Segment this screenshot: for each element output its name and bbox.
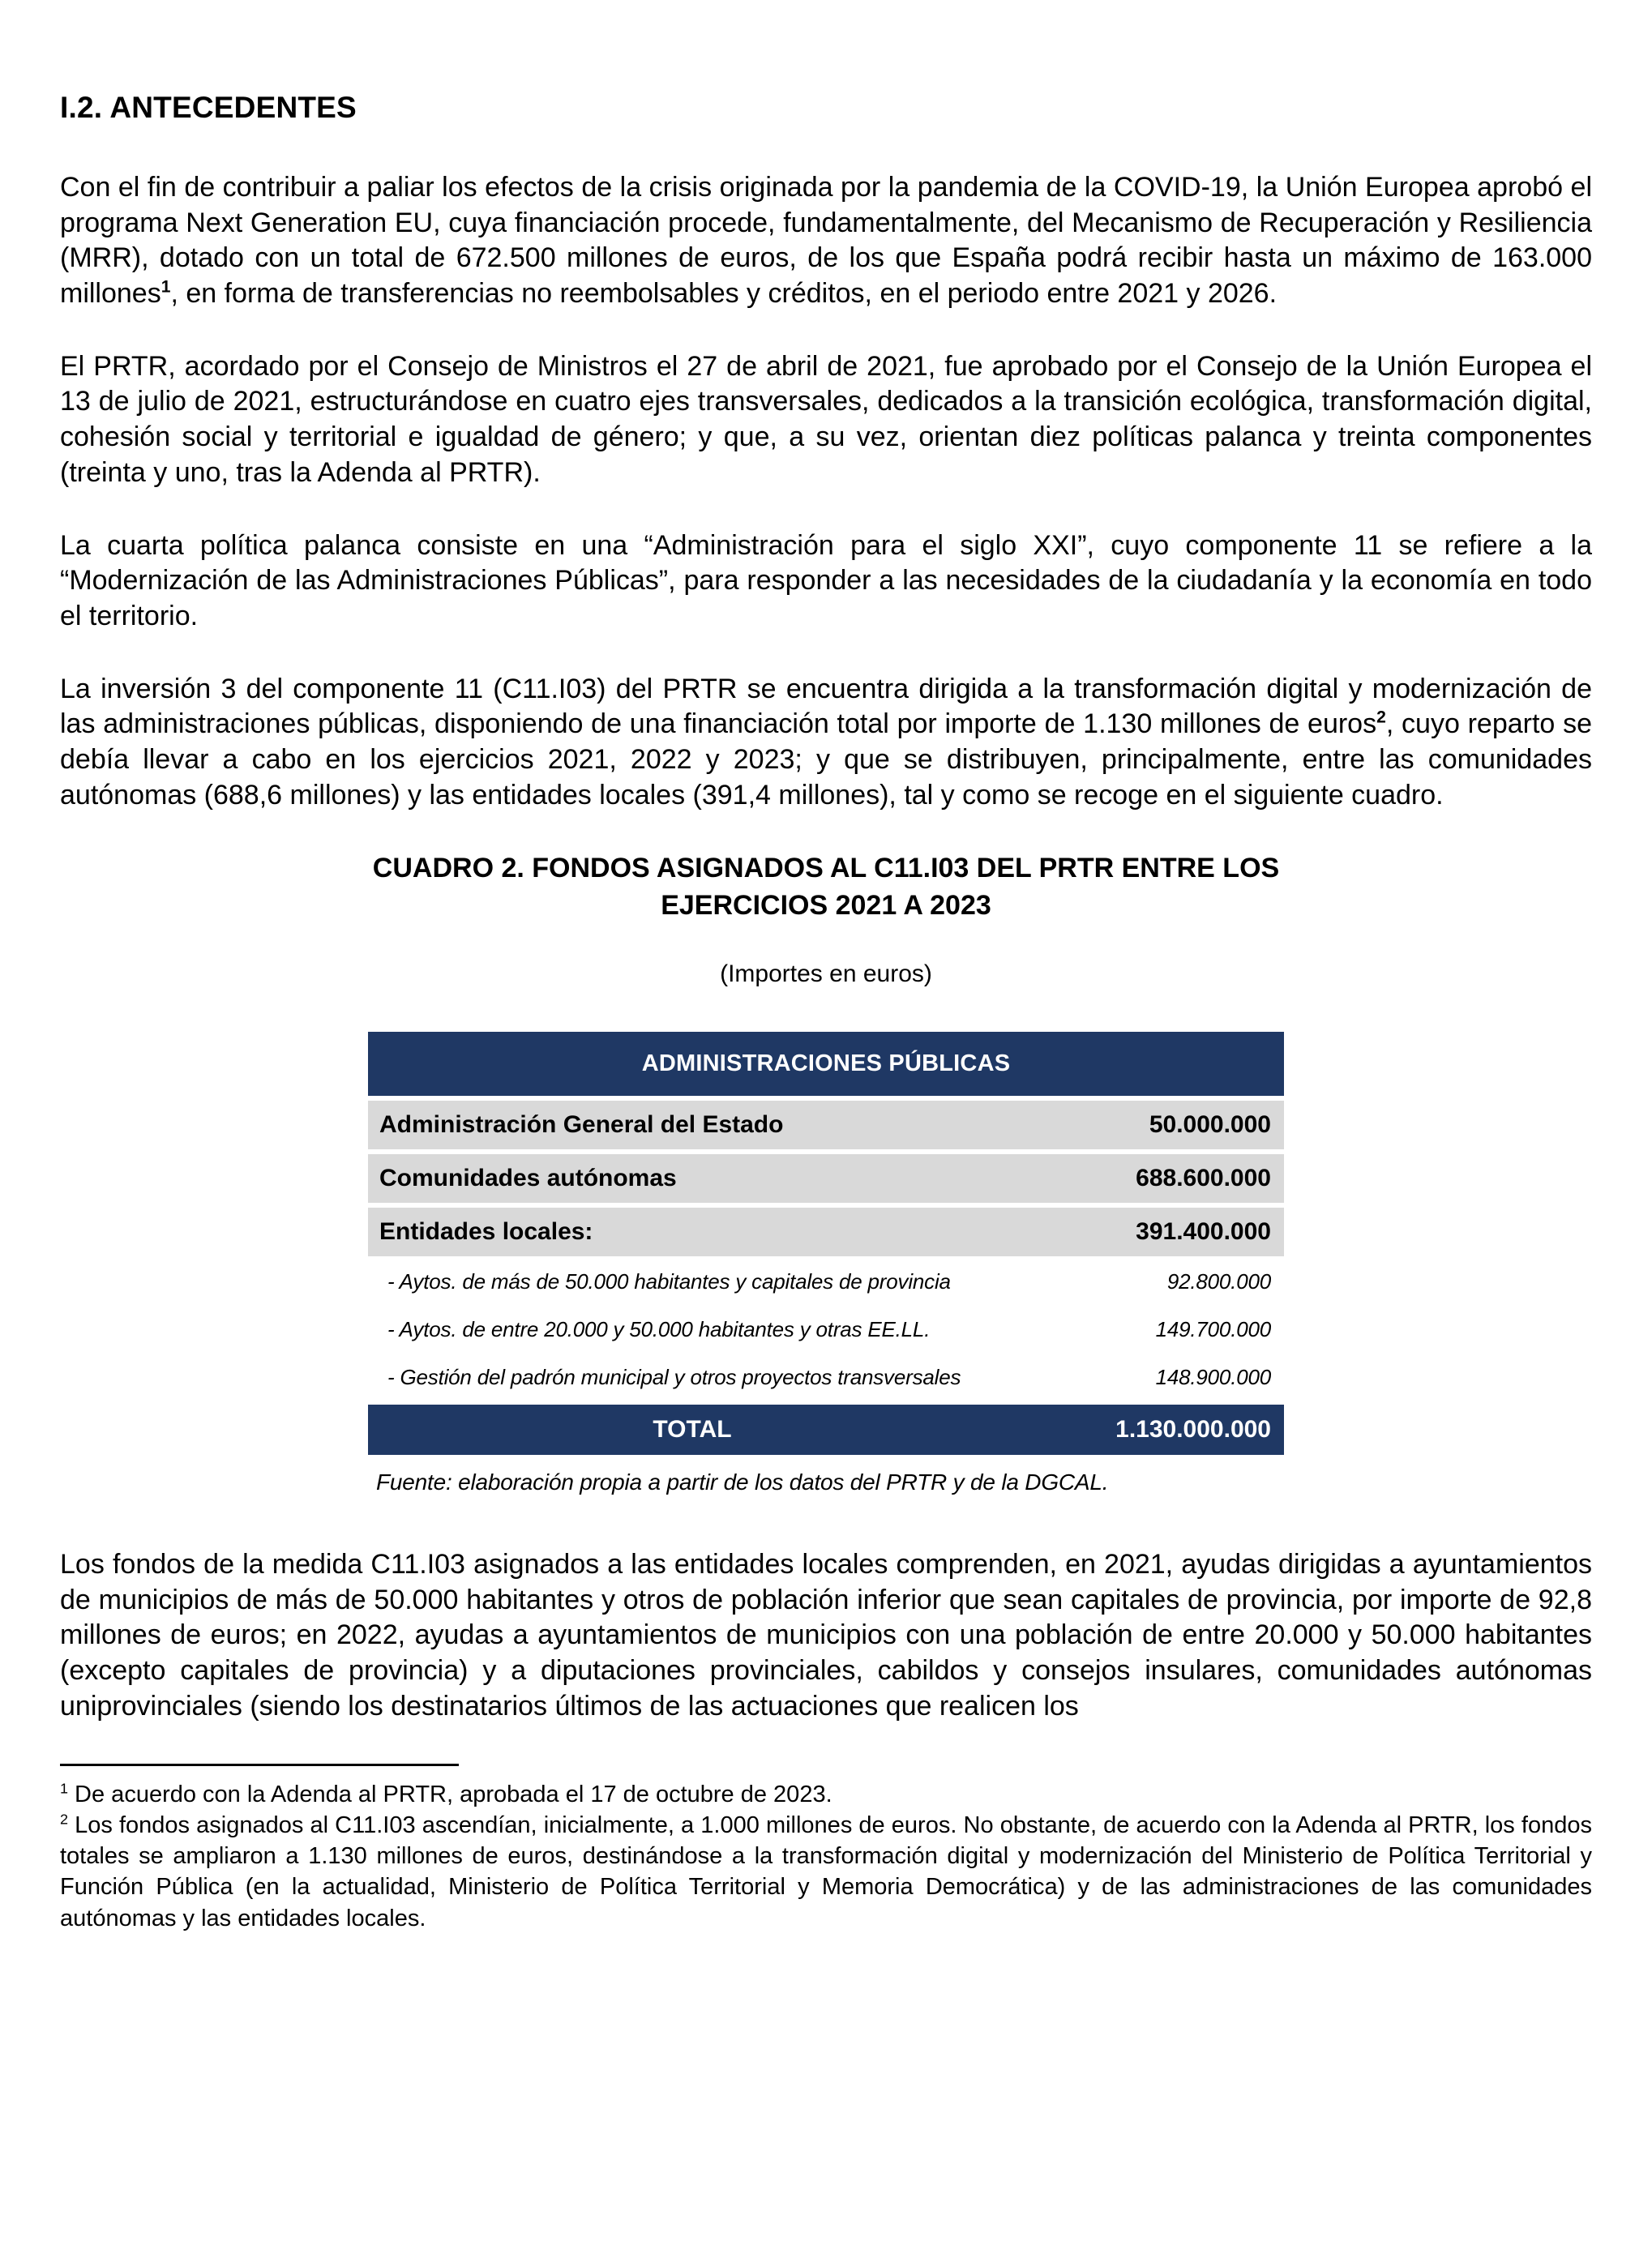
table-caption-line2: EJERCICIOS 2021 A 2023 — [661, 890, 991, 922]
table-header: ADMINISTRACIONES PÚBLICAS — [368, 1032, 1284, 1096]
subrow-value: 148.900.000 — [1155, 1365, 1271, 1390]
table-caption-line1: CUADRO 2. FONDOS ASIGNADOS AL C11.I03 DEL PRTR ENTRE LOS — [372, 853, 1280, 884]
paragraph-2: El PRTR, acordado por el Consejo de Ministros el 27 de abril de 2021, fue aprobado por el Consejo de la Unión Europea el 13 de julio de 2021, estructurándose en cuatro ejes transversales, dedicados a la transición ecológica, transformación digital, cohesión social y territorial e igualdad de género; y que, a su vez, orientan diez políticas palanca y treinta componentes (treinta y uno, tras la Adenda al PRTR). — [60, 350, 1592, 488]
subrow-label: - Aytos. de más de 50.000 habitantes y capitales de provincia — [387, 1269, 951, 1294]
subrow-value: 149.700.000 — [1155, 1317, 1271, 1342]
paragraph-5: Los fondos de la medida C11.I03 asignados a las entidades locales comprenden, en 2021, ayudas dirigidas a ayuntamientos de municipios de más de 50.000 habitantes y otros de población inferior que sean capitales de provincia, por importe de 92,8 millones de euros; en 2022, ayudas a ayuntamientos de municipios con una población de entre 20.000 y 50.000 habitantes (excepto capitales de provincia) y a diputaciones provinciales, cabildos y consejos insulares, comunidades autónomas uniprovinciales (siendo los destinatarios últimos de las actuaciones que realicen los — [60, 1549, 1592, 1722]
row-label: Comunidades autónomas — [379, 1165, 677, 1192]
row-value: 50.000.000 — [1149, 1111, 1271, 1139]
total-value: 1.130.000.000 — [1115, 1416, 1271, 1444]
section-title: I.2. ANTECEDENTES — [60, 91, 357, 124]
footnote-2-marker: 2 — [60, 1811, 68, 1828]
subrow-value: 92.800.000 — [1166, 1269, 1271, 1294]
footnote-1-marker: 1 — [60, 1779, 68, 1796]
footnote-1 — [60, 1779, 1592, 1810]
table-caption — [60, 850, 1592, 925]
subrow-label: - Gestión del padrón municipal y otros proyectos transversales — [387, 1365, 961, 1390]
table-row — [368, 1101, 1284, 1149]
subrow-label: - Aytos. de entre 20.000 y 50.000 habitantes y otras EE.LL. — [387, 1317, 931, 1342]
paragraph-1 — [60, 170, 1592, 312]
total-label: TOTAL — [653, 1416, 732, 1444]
footnote-2-text: Los fondos asignados al C11.I03 ascendían, inicialmente, a 1.000 millones de euros. No obstante, de acuerdo con la Adenda al PRTR, los fondos totales se ampliaron a 1.130 millones de euros, destinándose a la transformación digital y modernización del Ministerio de Política Territorial y Función Pública (en la actualidad, Ministerio de Política Territorial y Memoria Democrática) y de las administraciones de las comunidades autónomas y las entidades locales. — [60, 1812, 1592, 1931]
footnote-separator — [60, 1764, 459, 1766]
funds-table — [368, 1032, 1284, 1455]
table-row — [368, 1208, 1284, 1256]
row-label: Administración General del Estado — [379, 1111, 784, 1139]
paragraph-4-text-cont: , cuyo reparto se debía llevar a cabo en los ejercicios 2021, 2022 y 2023; y que se distribuyen, principalmente, entre las comunidades autónomas (688,6 millones) y las entidades locales (391,4 millones), tal y como se recoge en el siguiente cuadro. — [60, 708, 1592, 811]
table-subrow — [368, 1357, 1284, 1398]
table-row — [368, 1154, 1284, 1203]
paragraph-1-text-cont: , en forma de transferencias no reembolsables y créditos, en el periodo entre 2021 y 2026. — [170, 278, 1278, 310]
table-total-row — [368, 1405, 1284, 1455]
table-subrow — [368, 1261, 1284, 1303]
footnote-2 — [60, 1810, 1592, 1934]
table-units-note: (Importes en euros) — [720, 960, 932, 988]
footnotes — [60, 1779, 1592, 1934]
table-source-note: Fuente: elaboración propia a partir de los datos del PRTR y de la DGCAL. — [376, 1469, 1109, 1495]
row-value: 688.600.000 — [1136, 1165, 1271, 1192]
paragraph-4 — [60, 672, 1592, 814]
row-value: 391.400.000 — [1136, 1218, 1271, 1246]
footnote-ref-1: 1 — [160, 277, 171, 297]
paragraph-3: La cuarta política palanca consiste en una “Administración para el siglo XXI”, cuyo componente 11 se refiere a la “Modernización de las Administraciones Públicas”, para responder a las necesidades de la ciudadanía y la economía en todo el territorio. — [60, 529, 1592, 631]
footnote-ref-2: 2 — [1376, 708, 1386, 727]
row-label: Entidades locales: — [379, 1218, 593, 1246]
paragraph-1-text: Con el fin de contribuir a paliar los efectos de la crisis originada por la pandemia de la COVID-19, la Unión Europea aprobó el programa Next Generation EU, cuya financiación procede, fundamentalmente, del Mecanismo de Recuperación y Resiliencia (MRR), dotado con un total de 672.500 millones de euros, de los que España podrá recibir hasta un máximo de 163.000 millones — [60, 172, 1592, 310]
paragraph-4-text: La inversión 3 del componente 11 (C11.I03) del PRTR se encuentra dirigida a la transformación digital y modernización de las administraciones públicas, disponiendo de una financiación total por importe de 1.130 millones de euros — [60, 673, 1592, 740]
table-subrow — [368, 1309, 1284, 1350]
footnote-1-text: De acuerdo con la Adenda al PRTR, aprobada el 17 de octubre de 2023. — [68, 1781, 832, 1807]
